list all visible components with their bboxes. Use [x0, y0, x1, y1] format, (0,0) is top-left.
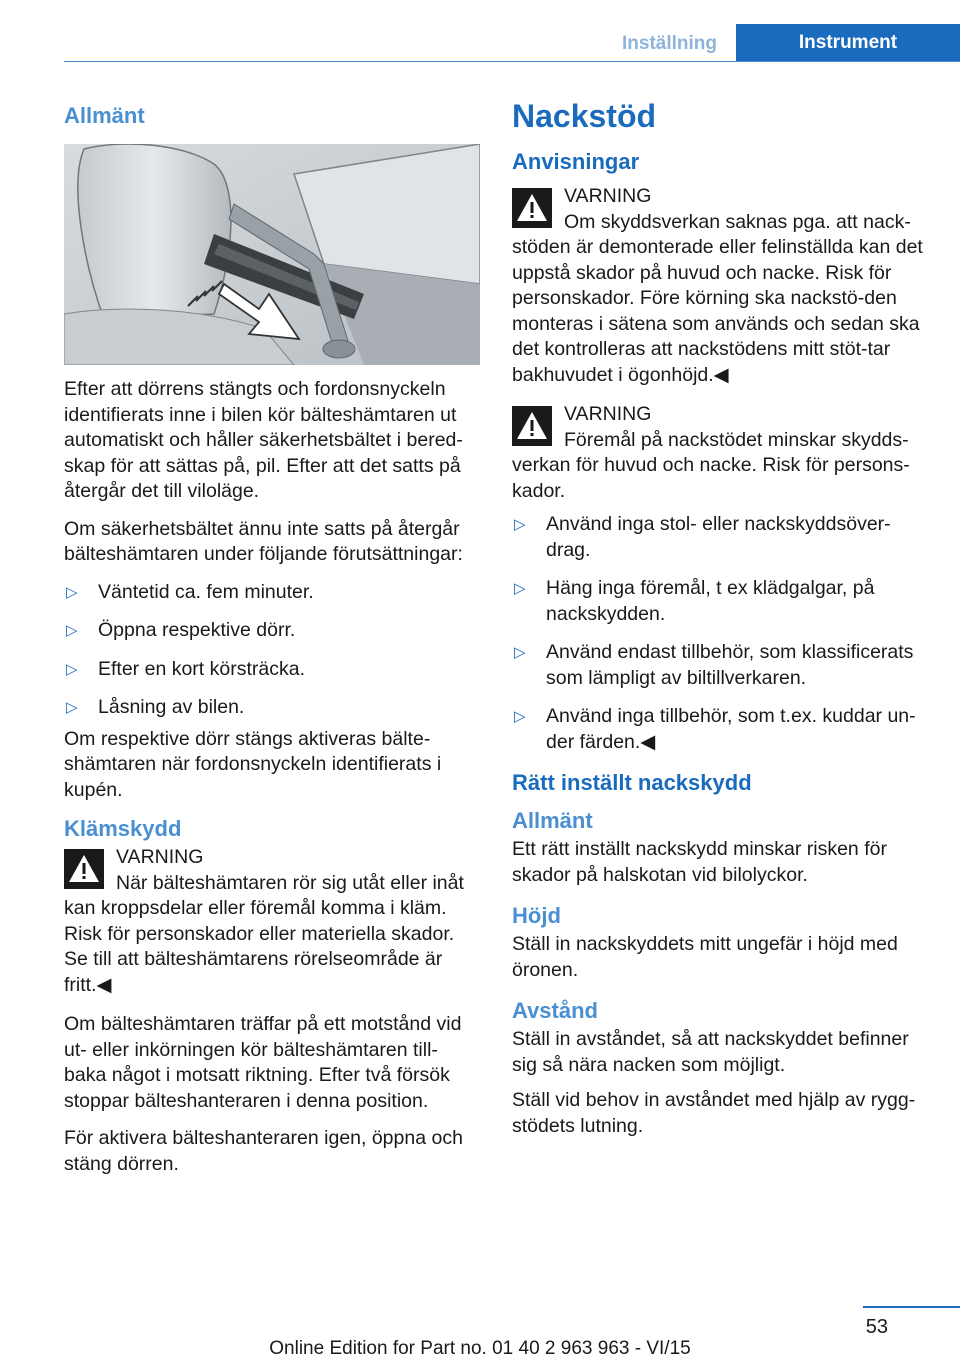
page-number-rule	[863, 1306, 960, 1308]
list-item: ▷ Använd endast tillbehör, som klassificerats som lämpligt av biltillverkaren.	[514, 641, 914, 689]
header-rule	[64, 61, 960, 62]
paragraph-general: Ett rätt inställt nackskydd minskar risken för skador på halskotan vid bilolyckor.	[512, 838, 887, 886]
heading-head-restraint: Nackstöd	[512, 98, 657, 134]
warning-title: VARNING	[564, 403, 652, 425]
heading-general: Allmänt	[64, 103, 145, 128]
tab-installning[interactable]: Inställning	[622, 33, 717, 54]
paragraph-obstacle: Om bälteshämtaren träffar på ett motstånd vid ut- eller inkörningen kör bälteshämtaren till‐baka något i motsatt riktning. Efter två försök stoppar bälteshanteraren i denna position.	[64, 1013, 462, 1112]
heading-distance: Avstånd	[512, 998, 598, 1023]
page-number: 53	[865, 1316, 888, 1338]
list-item: ▷ Väntetid ca. fem minuter.	[64, 580, 480, 606]
warning-text: Föremål på nackstödet minskar skydds‐verkan för huvud och nacke. Risk för persons‐kador.	[512, 428, 910, 502]
triangle-bullet-icon: ▷	[66, 699, 78, 716]
heading-pinch-protection: Klämskydd	[64, 816, 182, 841]
heading-correct-setting: Rätt inställt nackskydd	[512, 770, 752, 795]
paragraph-height: Ställ in nackskyddets mitt ungefär i höjd med öronen.	[512, 933, 898, 981]
paragraph-belt-presenter: Efter att dörrens stängts och fordonsnyckeln identifierats inne i bilen kör bälteshämtaren ut automatiskt och håller säkerhetsbältet i bered‐skap för att sättas på, pil. Efter att det satts på återgår det till viloläge.	[64, 378, 463, 502]
paragraph-distance-1: Ställ in avståndet, så att nackskyddet befinner sig så nära nacken som möjligt.	[512, 1028, 909, 1076]
restraint-rules-list	[512, 512, 928, 755]
list-item: ▷ Använd inga stol- eller nackskyddsöver‐drag.	[514, 513, 891, 561]
warning-triangle-icon	[512, 406, 552, 446]
list-item: ▷ Öppna respektive dörr.	[64, 618, 480, 644]
warning-objects	[512, 402, 928, 504]
triangle-bullet-icon: ▷	[514, 516, 526, 533]
triangle-bullet-icon: ▷	[66, 622, 78, 639]
seatbelt-illustration	[64, 144, 480, 365]
paragraph-conditions-intro: Om säkerhetsbältet ännu inte satts på återgår bälteshämtaren under följande förutsättningar:	[64, 517, 463, 565]
list-item: ▷ Häng inga föremål, t ex klädgalgar, på nackskydden.	[514, 577, 875, 625]
warning-text: När bälteshämtaren rör sig utåt eller inåt kan kroppsdelar eller föremål komma i kläm. Risk för personskador eller materiella skador. Se till att bälteshämtarens rörelseområde är fritt.◀	[64, 871, 464, 996]
warning-text: Om skyddsverkan saknas pga. att nack‐stöden är demonterade eller felinställda kan det uppstå skador på huvud och nacke. Risk för personskador. Före körning ska nackstö‐den monteras i sätena som används och sedan ska det kontrolleras att nackstödens mitt stöt‐tar bakhuvudet i ögonhöjd.◀	[512, 210, 923, 386]
edition-footer: Online Edition for Part no. 01 40 2 963 963 - VI/15	[269, 1338, 691, 1359]
warning-triangle-icon	[64, 849, 104, 889]
list-item: ▷ Låsning av bilen.	[64, 695, 480, 721]
triangle-bullet-icon: ▷	[514, 708, 526, 725]
warning-pinch	[64, 845, 480, 998]
left-column	[64, 98, 480, 1189]
right-column	[512, 98, 928, 1149]
tab-instrument[interactable]: Instrument	[736, 24, 960, 62]
heading-instructions: Anvisningar	[512, 149, 640, 174]
warning-title: VARNING	[116, 846, 204, 868]
paragraph-door-close: Om respektive dörr stängs aktiveras bälte‐shämtaren när fordonsnyckeln identifierats i kupén.	[64, 727, 442, 801]
paragraph-reactivate: För aktivera bälteshanteraren igen, öppna och stäng dörren.	[64, 1127, 463, 1175]
heading-height: Höjd	[512, 903, 561, 928]
list-item: ▷ Efter en kort körsträcka.	[64, 657, 480, 683]
triangle-bullet-icon: ▷	[514, 644, 526, 661]
conditions-list	[64, 580, 480, 721]
warning-title: VARNING	[564, 185, 652, 207]
paragraph-distance-2: Ställ vid behov in avståndet med hjälp av rygg‐stödets lutning.	[512, 1089, 916, 1137]
triangle-bullet-icon: ▷	[514, 580, 526, 597]
heading-general-right: Allmänt	[512, 808, 593, 833]
triangle-bullet-icon: ▷	[66, 660, 78, 678]
warning-missing-restraint	[512, 184, 928, 388]
triangle-bullet-icon: ▷	[66, 583, 78, 601]
warning-triangle-icon	[512, 188, 552, 228]
list-item: ▷ Använd inga tillbehör, som t.ex. kuddar un‐der färden.◀	[514, 705, 916, 753]
